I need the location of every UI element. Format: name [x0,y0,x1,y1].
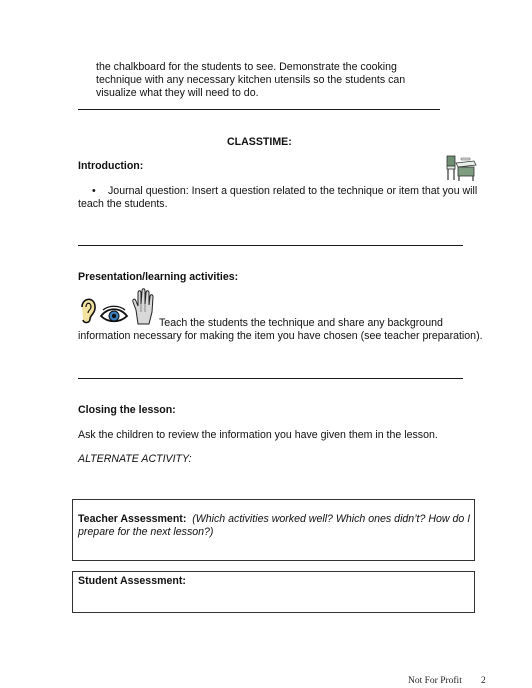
divider-2 [78,245,463,246]
presentation-line-2: information necessary for making the item you have chosen (see teacher preparation). [78,330,483,342]
divider-1 [78,109,440,110]
intro-line-1: the chalkboard for the students to see. Demonstrate the cooking [96,61,397,73]
introduction-heading: Introduction: [78,160,144,172]
intro-line-2: technique with any necessary kitchen utensils so the students can [96,74,406,86]
teacher-assessment-box [72,499,475,561]
student-assessment-label: Student Assessment: [78,575,186,587]
intro-line-3: visualize what they will need to do. [96,87,259,99]
presentation-line-1: Teach the students the technique and share any background [159,317,443,329]
hand-icon [131,288,155,326]
classtime-heading: CLASSTIME: [227,136,292,148]
presentation-heading: Presentation/learning activities: [78,271,239,283]
journal-line-1: Journal question: Insert a question related to the technique or item that you will [108,185,478,197]
teacher-assessment-prompt-1: (Which activities worked well? Which ones didn’t? How do I [192,513,471,525]
eye-icon [99,305,129,325]
journal-line-2: teach the students. [78,198,168,210]
alternate-activity: ALTERNATE ACTIVITY: [78,453,192,465]
teacher-assessment-line-1 [78,513,470,527]
bullet: • [92,185,96,197]
page-number: 2 [481,676,486,686]
teacher-assessment-prompt-2: prepare for the next lesson?) [78,526,214,538]
divider-3 [78,378,463,379]
student-desk-icon [444,154,478,182]
ear-icon [79,295,97,325]
closing-text: Ask the children to review the information you have given them in the lesson. [78,429,438,441]
student-assessment-box [72,571,475,613]
teacher-assessment-label: Teacher Assessment: [78,513,187,525]
closing-heading: Closing the lesson: [78,404,176,416]
footer-label: Not For Profit [408,676,462,686]
